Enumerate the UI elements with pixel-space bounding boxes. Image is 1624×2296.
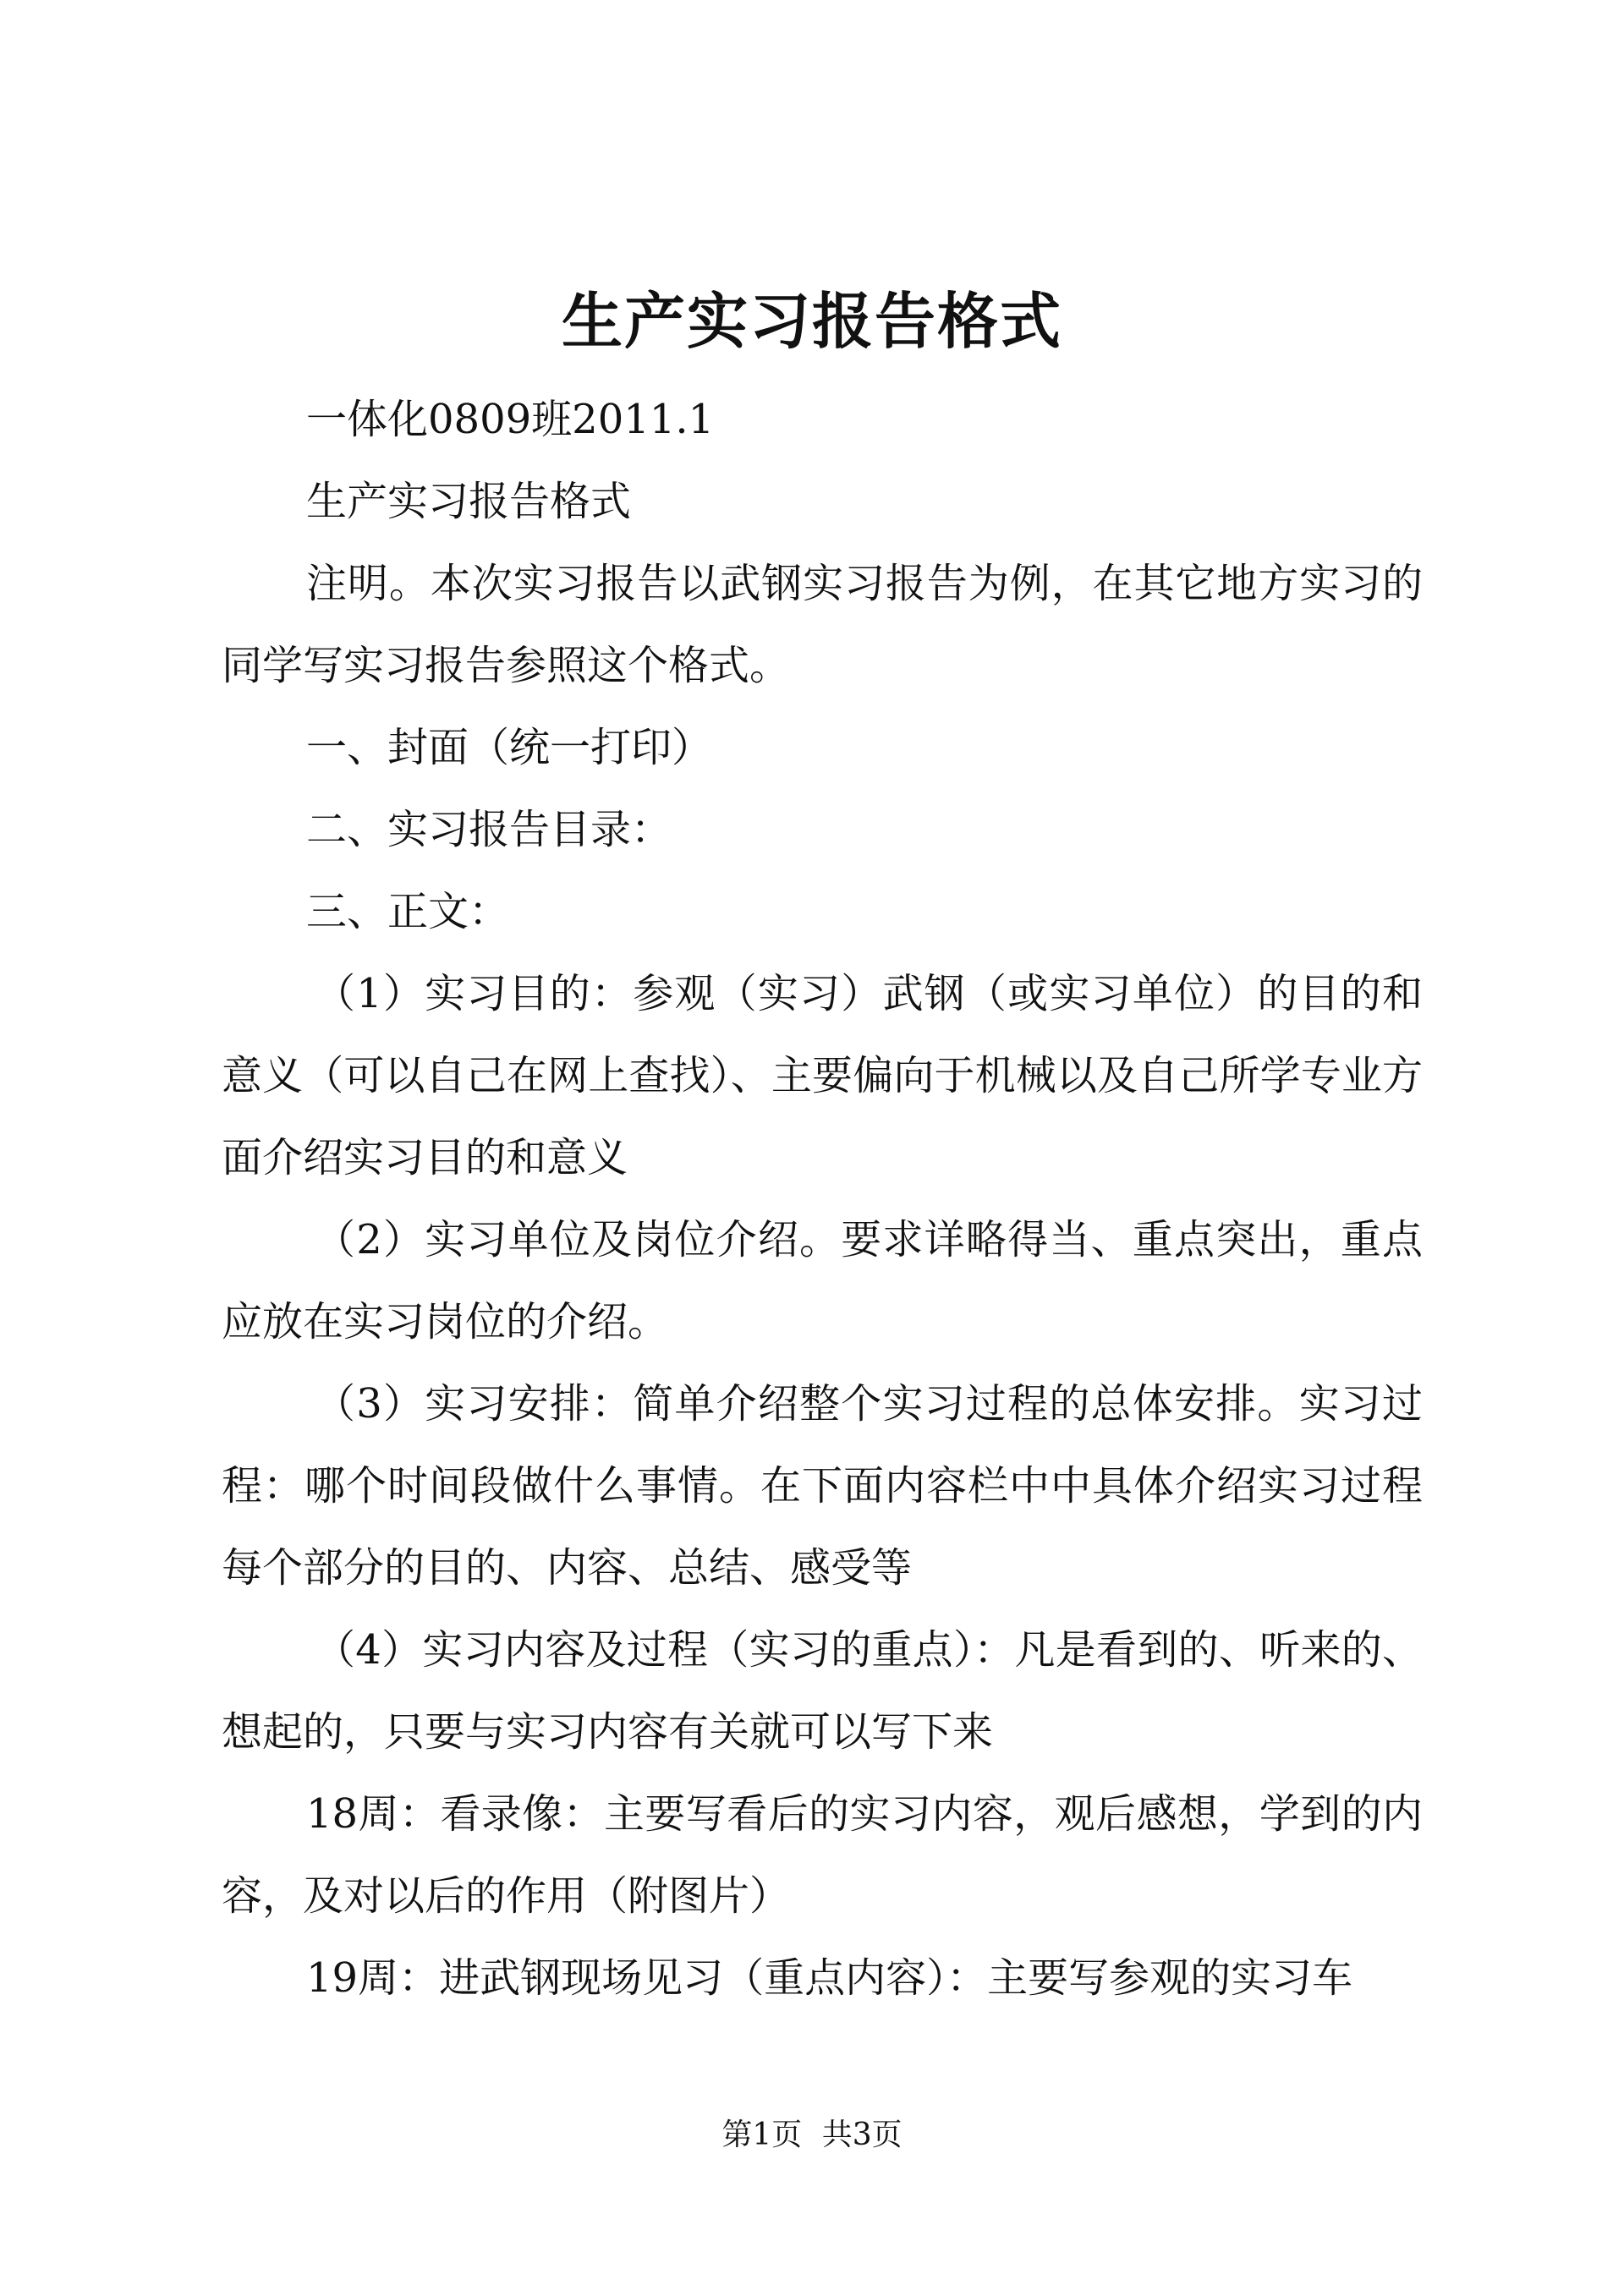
subtitle-line: 生产实习报告格式 (306, 478, 632, 525)
section-toc: 二、实习报告目录： (306, 806, 672, 853)
item-content-process: （4）实习内容及过程（实习的重点）：凡是看到的、听来的、想起的，只要与实习内容有关就可以写下来 (222, 1626, 1423, 1756)
page-total: 共3页 (821, 2118, 903, 2152)
note-paragraph: 注明。本次实习报告以武钢实习报告为例，在其它地方实习的同学写实习报告参照这个格式。 (222, 560, 1423, 689)
item-purpose: （1）实习目的：参观（实习）武钢（或实习单位）的目的和意义（可以自己在网上查找）、主要偏向于机械以及自己所学专业方面介绍实习目的和意义 (222, 970, 1423, 1181)
document-title: 生产实习报告格式 (561, 285, 1062, 357)
item-unit-intro: （2）实习单位及岗位介绍。要求详略得当、重点突出，重点应放在实习岗位的介绍。 (222, 1216, 1423, 1345)
item-arrangement: （3）实习安排：简单介绍整个实习过程的总体安排。实习过程：哪个时间段做什么事情。在下面内容栏中中具体介绍实习过程每个部分的目的、内容、总结、感受等 (222, 1380, 1423, 1592)
section-body: 三、正文： (306, 888, 510, 935)
page-number: 第1页 (721, 2118, 803, 2152)
class-date-line: 一体化0809班2011.1 (306, 396, 715, 443)
page-footer (0, 2114, 1624, 2156)
document-body (222, 379, 1423, 2019)
section-cover: 一、封面（统一打印） (306, 724, 713, 771)
week-19-paragraph: 19周：进武钢现场见习（重点内容）：主要写参观的实习车 (306, 1954, 1353, 2002)
week-18-paragraph: 18周：看录像：主要写看后的实习内容，观后感想，学到的内容，及对以后的作用（附图片） (222, 1790, 1423, 1920)
